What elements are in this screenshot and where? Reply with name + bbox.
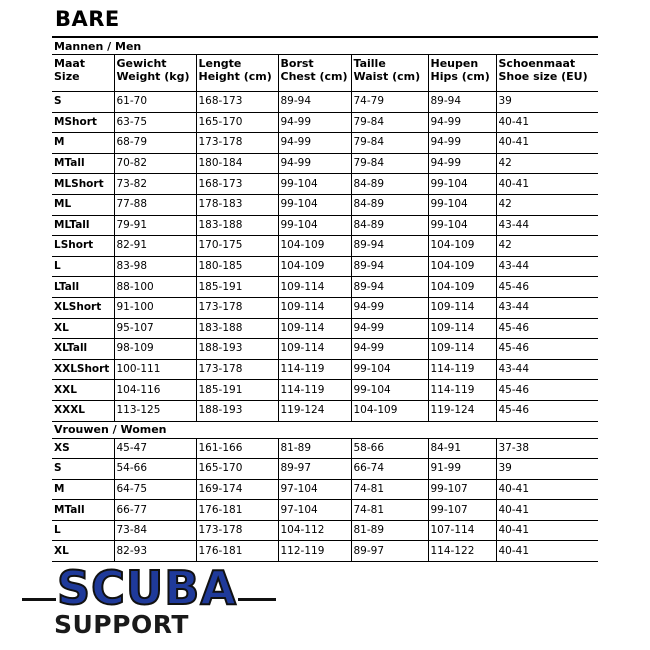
- value-cell: 66-77: [114, 500, 196, 521]
- value-cell: 84-91: [428, 438, 496, 459]
- section-row: [52, 37, 598, 55]
- value-cell: 99-104: [278, 194, 351, 215]
- value-cell: 45-46: [496, 277, 598, 298]
- value-cell: 73-84: [114, 520, 196, 541]
- size-cell: MShort: [52, 112, 114, 133]
- table-row: [52, 318, 598, 339]
- column-header: [496, 55, 598, 92]
- value-cell: 81-89: [351, 520, 428, 541]
- value-cell: 185-191: [196, 380, 278, 401]
- value-cell: 81-89: [278, 438, 351, 459]
- value-cell: 114-119: [428, 359, 496, 380]
- table-row: [52, 277, 598, 298]
- size-cell: XL: [52, 318, 114, 339]
- column-header-line: Schoenmaat: [498, 57, 576, 70]
- table-row: [52, 400, 598, 421]
- size-chart-table: [52, 36, 598, 562]
- table-row: [52, 380, 598, 401]
- value-cell: 99-104: [278, 215, 351, 236]
- value-cell: 99-107: [428, 500, 496, 521]
- value-cell: 45-46: [496, 380, 598, 401]
- value-cell: 94-99: [428, 112, 496, 133]
- value-cell: 119-124: [428, 400, 496, 421]
- table-row: [52, 256, 598, 277]
- size-cell: XS: [52, 438, 114, 459]
- table-row: [52, 153, 598, 174]
- value-cell: 168-173: [196, 174, 278, 195]
- value-cell: 173-178: [196, 133, 278, 154]
- value-cell: 99-104: [428, 174, 496, 195]
- value-cell: 104-109: [351, 400, 428, 421]
- value-cell: 61-70: [114, 92, 196, 113]
- column-header-line: Shoe size (EU): [498, 70, 588, 83]
- table-row: [52, 215, 598, 236]
- column-header-line: Hips (cm): [430, 70, 490, 83]
- value-cell: 183-188: [196, 215, 278, 236]
- scuba-support-logo: [20, 558, 280, 648]
- value-cell: 109-114: [278, 318, 351, 339]
- value-cell: 94-99: [428, 153, 496, 174]
- size-cell: XXLShort: [52, 359, 114, 380]
- size-cell: M: [52, 133, 114, 154]
- value-cell: 109-114: [278, 339, 351, 360]
- value-cell: 45-46: [496, 339, 598, 360]
- table-row: [52, 459, 598, 480]
- value-cell: 114-119: [428, 380, 496, 401]
- size-cell: L: [52, 256, 114, 277]
- value-cell: 165-170: [196, 112, 278, 133]
- size-cell: XLShort: [52, 297, 114, 318]
- value-cell: 97-104: [278, 500, 351, 521]
- value-cell: 89-94: [351, 236, 428, 257]
- size-cell: XL: [52, 541, 114, 562]
- value-cell: 104-109: [428, 277, 496, 298]
- size-cell: MLTall: [52, 215, 114, 236]
- value-cell: 98-109: [114, 339, 196, 360]
- value-cell: 88-100: [114, 277, 196, 298]
- value-cell: 68-79: [114, 133, 196, 154]
- value-cell: 99-104: [428, 215, 496, 236]
- table-row: [52, 112, 598, 133]
- value-cell: 94-99: [428, 133, 496, 154]
- value-cell: 89-97: [278, 459, 351, 480]
- value-cell: 39: [496, 459, 598, 480]
- value-cell: 99-107: [428, 479, 496, 500]
- value-cell: 84-89: [351, 174, 428, 195]
- value-cell: 66-74: [351, 459, 428, 480]
- value-cell: 94-99: [351, 297, 428, 318]
- value-cell: 42: [496, 236, 598, 257]
- table-row: [52, 520, 598, 541]
- value-cell: 82-91: [114, 236, 196, 257]
- section-label: Vrouwen / Women: [52, 421, 598, 438]
- value-cell: 104-112: [278, 520, 351, 541]
- value-cell: 89-94: [351, 277, 428, 298]
- value-cell: 188-193: [196, 339, 278, 360]
- column-header: [351, 55, 428, 92]
- value-cell: 109-114: [278, 277, 351, 298]
- value-cell: 188-193: [196, 400, 278, 421]
- value-cell: 79-84: [351, 153, 428, 174]
- value-cell: 173-178: [196, 297, 278, 318]
- column-header: [114, 55, 196, 92]
- value-cell: 99-104: [351, 380, 428, 401]
- value-cell: 94-99: [278, 153, 351, 174]
- value-cell: 112-119: [278, 541, 351, 562]
- value-cell: 94-99: [351, 318, 428, 339]
- column-header-line: Gewicht: [116, 57, 167, 70]
- value-cell: 40-41: [496, 174, 598, 195]
- value-cell: 84-89: [351, 215, 428, 236]
- value-cell: 104-109: [278, 256, 351, 277]
- size-cell: XLTall: [52, 339, 114, 360]
- table-row: [52, 236, 598, 257]
- value-cell: 114-122: [428, 541, 496, 562]
- value-cell: 89-94: [428, 92, 496, 113]
- value-cell: 40-41: [496, 500, 598, 521]
- table-row: [52, 479, 598, 500]
- value-cell: 176-181: [196, 541, 278, 562]
- table-row: [52, 297, 598, 318]
- size-cell: XXL: [52, 380, 114, 401]
- table-row: [52, 92, 598, 113]
- value-cell: 37-38: [496, 438, 598, 459]
- value-cell: 89-94: [351, 256, 428, 277]
- section-label: Mannen / Men: [52, 37, 598, 55]
- value-cell: 109-114: [428, 339, 496, 360]
- size-cell: ML: [52, 194, 114, 215]
- logo-subtitle: SUPPORT: [54, 610, 189, 639]
- value-cell: 180-185: [196, 256, 278, 277]
- value-cell: 170-175: [196, 236, 278, 257]
- value-cell: 185-191: [196, 277, 278, 298]
- value-cell: 91-99: [428, 459, 496, 480]
- value-cell: 109-114: [278, 297, 351, 318]
- value-cell: 100-111: [114, 359, 196, 380]
- size-cell: M: [52, 479, 114, 500]
- table-row: [52, 359, 598, 380]
- value-cell: 39: [496, 92, 598, 113]
- value-cell: 43-44: [496, 215, 598, 236]
- value-cell: 74-79: [351, 92, 428, 113]
- column-header: [428, 55, 496, 92]
- value-cell: 45-47: [114, 438, 196, 459]
- column-header: [52, 55, 114, 92]
- value-cell: 109-114: [428, 318, 496, 339]
- value-cell: 114-119: [278, 359, 351, 380]
- value-cell: 99-104: [428, 194, 496, 215]
- value-cell: 40-41: [496, 520, 598, 541]
- table-header-row: [52, 55, 598, 92]
- value-cell: 165-170: [196, 459, 278, 480]
- value-cell: 43-44: [496, 256, 598, 277]
- column-header-line: Size: [54, 70, 80, 83]
- value-cell: 107-114: [428, 520, 496, 541]
- value-cell: 43-44: [496, 359, 598, 380]
- column-header-line: Lengte: [198, 57, 242, 70]
- value-cell: 104-116: [114, 380, 196, 401]
- value-cell: 94-99: [278, 112, 351, 133]
- value-cell: 113-125: [114, 400, 196, 421]
- column-header-line: Maat: [54, 57, 86, 70]
- value-cell: 97-104: [278, 479, 351, 500]
- value-cell: 180-184: [196, 153, 278, 174]
- table-row: [52, 133, 598, 154]
- value-cell: 94-99: [351, 339, 428, 360]
- value-cell: 63-75: [114, 112, 196, 133]
- value-cell: 178-183: [196, 194, 278, 215]
- table-row: [52, 500, 598, 521]
- size-cell: S: [52, 92, 114, 113]
- value-cell: 45-46: [496, 318, 598, 339]
- value-cell: 119-124: [278, 400, 351, 421]
- value-cell: 176-181: [196, 500, 278, 521]
- size-cell: XXXL: [52, 400, 114, 421]
- value-cell: 99-104: [351, 359, 428, 380]
- size-cell: MTall: [52, 500, 114, 521]
- column-header-line: Chest (cm): [280, 70, 348, 83]
- value-cell: 40-41: [496, 479, 598, 500]
- column-header-line: Borst: [280, 57, 314, 70]
- value-cell: 94-99: [278, 133, 351, 154]
- value-cell: 99-104: [278, 174, 351, 195]
- value-cell: 173-178: [196, 520, 278, 541]
- value-cell: 104-109: [278, 236, 351, 257]
- value-cell: 40-41: [496, 133, 598, 154]
- value-cell: 168-173: [196, 92, 278, 113]
- value-cell: 58-66: [351, 438, 428, 459]
- value-cell: 173-178: [196, 359, 278, 380]
- value-cell: 42: [496, 153, 598, 174]
- section-row: [52, 421, 598, 438]
- value-cell: 89-97: [351, 541, 428, 562]
- value-cell: 54-66: [114, 459, 196, 480]
- column-header-line: Weight (kg): [116, 70, 190, 83]
- value-cell: 40-41: [496, 541, 598, 562]
- value-cell: 161-166: [196, 438, 278, 459]
- value-cell: 70-82: [114, 153, 196, 174]
- value-cell: 64-75: [114, 479, 196, 500]
- logo-word: SCUBA: [57, 561, 237, 615]
- value-cell: 43-44: [496, 297, 598, 318]
- value-cell: 84-89: [351, 194, 428, 215]
- column-header-line: Waist (cm): [353, 70, 421, 83]
- brand-title: BARE: [55, 7, 120, 31]
- table-row: [52, 194, 598, 215]
- value-cell: 83-98: [114, 256, 196, 277]
- size-cell: LShort: [52, 236, 114, 257]
- value-cell: 79-84: [351, 133, 428, 154]
- value-cell: 74-81: [351, 479, 428, 500]
- value-cell: 40-41: [496, 112, 598, 133]
- value-cell: 82-93: [114, 541, 196, 562]
- value-cell: 79-91: [114, 215, 196, 236]
- column-header: [196, 55, 278, 92]
- value-cell: 45-46: [496, 400, 598, 421]
- value-cell: 104-109: [428, 256, 496, 277]
- value-cell: 169-174: [196, 479, 278, 500]
- value-cell: 79-84: [351, 112, 428, 133]
- size-cell: L: [52, 520, 114, 541]
- value-cell: 74-81: [351, 500, 428, 521]
- column-header-line: Height (cm): [198, 70, 272, 83]
- table-row: [52, 438, 598, 459]
- value-cell: 42: [496, 194, 598, 215]
- size-cell: MTall: [52, 153, 114, 174]
- value-cell: 77-88: [114, 194, 196, 215]
- table-row: [52, 339, 598, 360]
- value-cell: 91-100: [114, 297, 196, 318]
- size-cell: LTall: [52, 277, 114, 298]
- size-cell: MLShort: [52, 174, 114, 195]
- value-cell: 183-188: [196, 318, 278, 339]
- value-cell: 109-114: [428, 297, 496, 318]
- value-cell: 89-94: [278, 92, 351, 113]
- column-header: [278, 55, 351, 92]
- column-header-line: Heupen: [430, 57, 479, 70]
- table-row: [52, 174, 598, 195]
- value-cell: 95-107: [114, 318, 196, 339]
- value-cell: 73-82: [114, 174, 196, 195]
- size-cell: S: [52, 459, 114, 480]
- column-header-line: Taille: [353, 57, 386, 70]
- value-cell: 114-119: [278, 380, 351, 401]
- scuba-wordmark: [20, 558, 280, 618]
- value-cell: 104-109: [428, 236, 496, 257]
